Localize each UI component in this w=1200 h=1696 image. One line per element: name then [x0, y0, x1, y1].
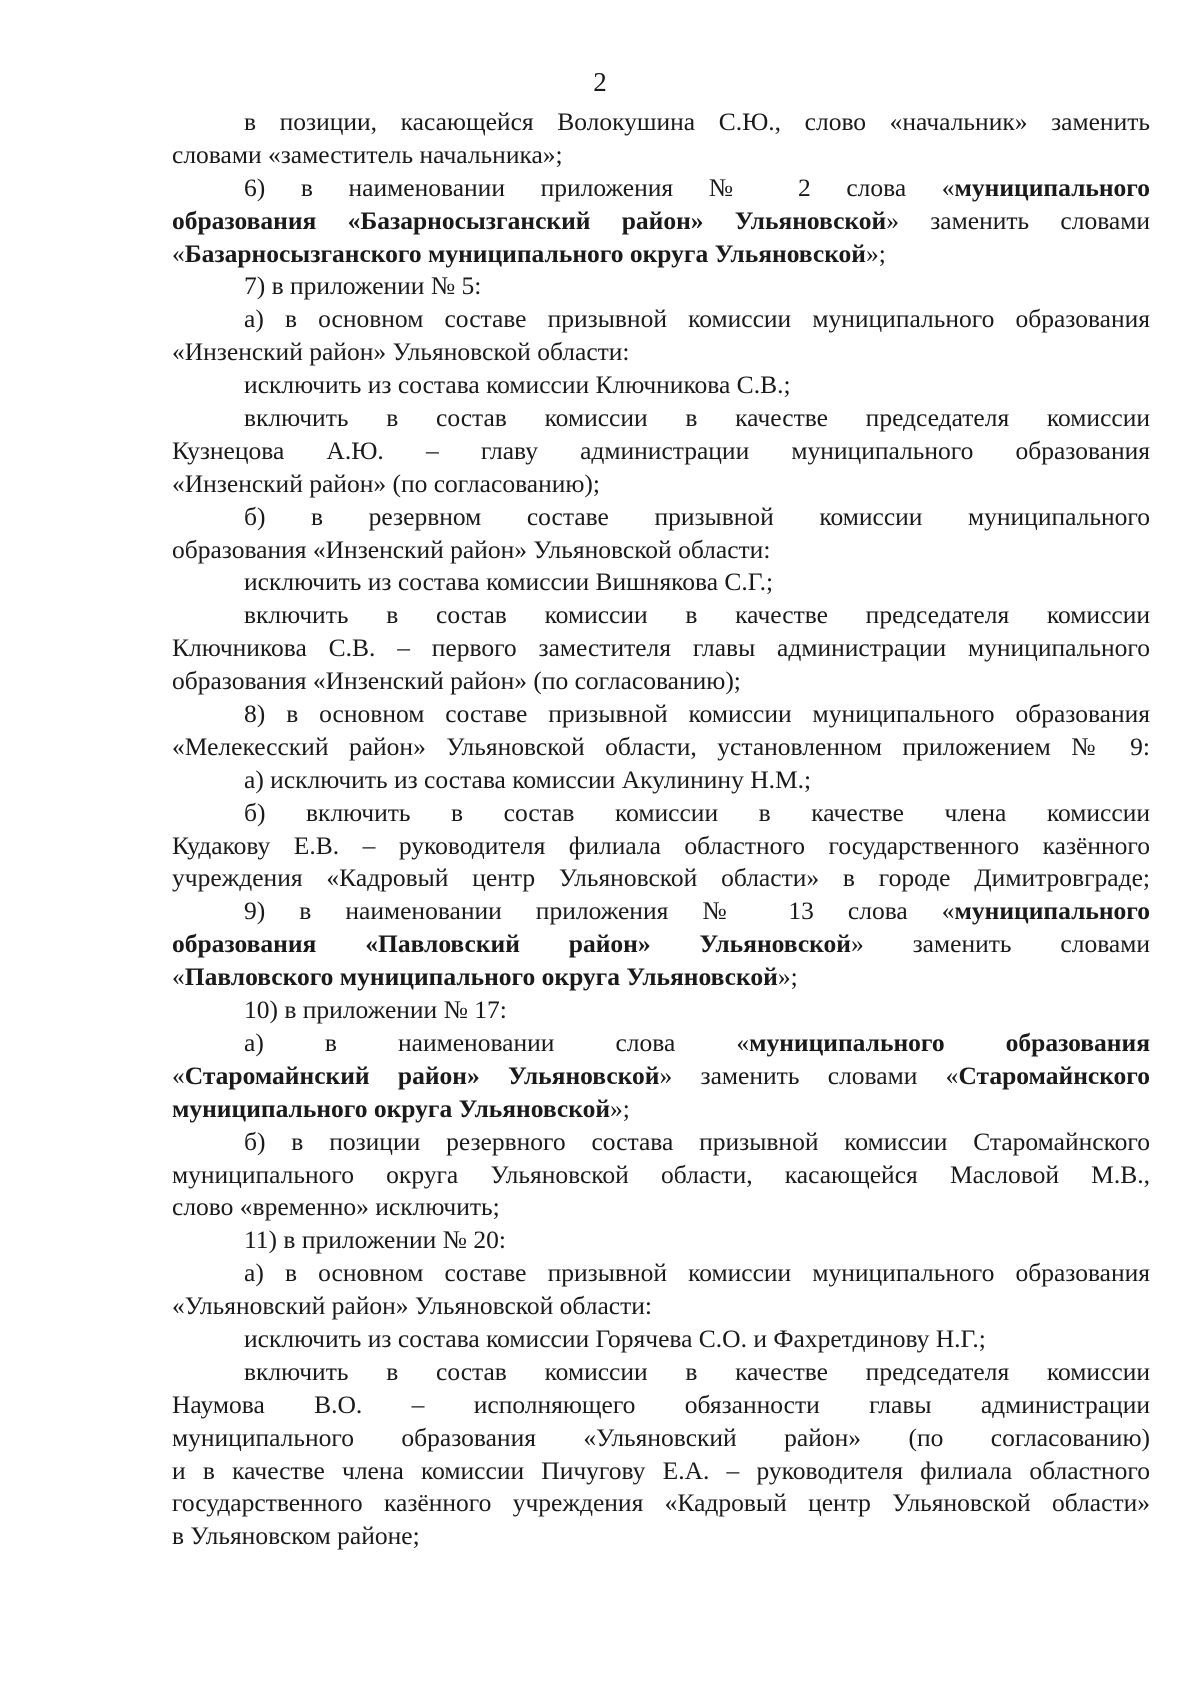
text-run: 8) в основном составе призывной комиссии муниципального образования — [244, 699, 1150, 729]
text-line — [172, 534, 1150, 567]
text-line — [172, 303, 1150, 336]
text-run: учреждения «Кадровый центр Ульяновской области» в городе Димитровграде; — [172, 863, 1150, 893]
bold-text-run: Старомайнского — [958, 1060, 1150, 1090]
text-line — [172, 698, 1150, 731]
text-run: 11) в приложении № 20: — [244, 1225, 506, 1255]
bold-text-run: муниципального — [954, 172, 1150, 202]
text-line — [172, 468, 1150, 501]
text-run: б) включить в состав комиссии в качестве члена комиссии — [244, 797, 1150, 827]
text-run: »; — [610, 1093, 630, 1123]
text-run: Ключникова С.В. – первого заместителя главы администрации муниципального — [172, 633, 1150, 663]
text-line — [172, 1093, 1150, 1126]
text-line — [172, 599, 1150, 632]
text-line — [172, 402, 1150, 435]
text-run: « — [172, 1060, 185, 1090]
text-line — [172, 336, 1150, 369]
text-run: «Ульяновский район» Ульяновской области: — [172, 1291, 652, 1321]
text-run: 7) в приложении № 5: — [244, 271, 482, 301]
text-line — [172, 1191, 1150, 1224]
text-run: »; — [866, 238, 886, 268]
text-line — [172, 928, 1150, 961]
text-line — [172, 632, 1150, 665]
text-line — [172, 1159, 1150, 1192]
text-run: образования «Инзенский район» Ульяновской области: — [172, 534, 771, 564]
text-run: «Инзенский район» Ульяновской области: — [172, 337, 630, 367]
text-run: в Ульяновском районе; — [172, 1521, 420, 1551]
text-line — [172, 1389, 1150, 1422]
text-run: муниципального округа Ульяновской области, касающейся Масловой М.В., — [172, 1159, 1150, 1189]
text-run: б) в позиции резервного состава призывной комиссии Старомайнского — [244, 1126, 1150, 1156]
text-line — [172, 1290, 1150, 1323]
text-run: а) в основном составе призывной комиссии муниципального образования — [244, 304, 1150, 334]
text-line — [172, 1257, 1150, 1290]
text-run: » заменить словами — [886, 205, 1150, 235]
text-run: а) в наименовании слова « — [244, 1027, 750, 1057]
text-run: образования «Инзенский район» (по согласованию); — [172, 666, 741, 696]
text-run: » заменить словами — [850, 929, 1150, 959]
text-line — [172, 764, 1150, 797]
bold-text-run: муниципального — [954, 896, 1150, 926]
text-run: а) исключить из состава комиссии Акулинину Н.М.; — [244, 764, 812, 794]
text-line — [172, 1224, 1150, 1257]
text-run: исключить из состава комиссии Вишнякова С.Г.; — [244, 567, 774, 597]
text-line — [172, 1323, 1150, 1356]
text-run: государственного казённого учреждения «Кадровый центр Ульяновской области» — [172, 1488, 1150, 1518]
text-run: включить в состав комиссии в качестве председателя комиссии — [244, 1356, 1150, 1386]
text-run: «Инзенский район» (по согласованию); — [172, 468, 601, 498]
text-line — [172, 961, 1150, 994]
bold-text-run: муниципального округа Ульяновской — [172, 1093, 611, 1123]
text-line — [172, 1520, 1150, 1553]
text-run: 6) в наименовании приложения № 2 слова « — [244, 172, 955, 202]
text-run: «Мелекесский район» Ульяновской области, установленном приложением № 9: — [172, 731, 1150, 761]
text-line — [172, 665, 1150, 698]
text-line — [172, 566, 1150, 599]
text-run: 9) в наименовании приложения № 13 слова « — [244, 896, 955, 926]
text-run: »; — [777, 962, 798, 992]
bold-text-run: Павловского муниципального округа Ульяновской — [184, 962, 778, 992]
text-line — [172, 797, 1150, 830]
text-line — [172, 106, 1150, 139]
text-run: муниципального образования «Ульяновский район» (по согласованию) — [172, 1422, 1150, 1452]
text-run: словами «заместитель начальника»; — [172, 139, 563, 169]
text-line — [172, 501, 1150, 534]
text-run: « — [172, 962, 185, 992]
text-run: Наумова В.О. – исполняющего обязанности главы администрации — [172, 1389, 1150, 1419]
bold-text-run: образования «Павловский район» Ульяновской — [172, 929, 851, 959]
document-body — [172, 106, 1150, 1553]
text-run: в позиции, касающейся Волокушина С.Ю., слово «начальник» заменить — [244, 107, 1150, 136]
text-line — [172, 1027, 1150, 1060]
text-run: Кузнецова А.Ю. – главу администрации муниципального образования — [172, 435, 1150, 465]
bold-text-run: Базарносызганского муниципального округа Ульяновской — [184, 238, 867, 268]
text-run: б) в резервном составе призывной комиссии муниципального — [244, 501, 1150, 531]
text-line — [172, 435, 1150, 468]
text-line — [172, 1356, 1150, 1389]
text-run: « — [172, 238, 185, 268]
bold-text-run: Старомайнский район» Ульяновской — [184, 1060, 660, 1090]
text-line — [172, 172, 1150, 205]
text-line — [172, 994, 1150, 1027]
text-line — [172, 1060, 1150, 1093]
text-run: включить в состав комиссии в качестве председателя комиссии — [244, 403, 1150, 433]
text-line — [172, 1487, 1150, 1520]
text-run: исключить из состава комиссии Ключникова С.В.; — [244, 370, 791, 400]
text-run: исключить из состава комиссии Горячева С.О. и Фахретдинову Н.Г.; — [244, 1323, 986, 1353]
text-run: и в качестве члена комиссии Пичугову Е.А. – руководителя филиала областного — [172, 1455, 1150, 1485]
page-number: 2 — [593, 67, 607, 97]
text-run: слово «временно» исключить; — [172, 1192, 500, 1222]
bold-text-run: образования «Базарносызганский район» Ульяновской — [172, 205, 887, 235]
text-line — [172, 1455, 1150, 1488]
text-run: 10) в приложении № 17: — [244, 995, 507, 1025]
text-line — [172, 1126, 1150, 1159]
text-line — [172, 139, 1150, 172]
text-line — [172, 731, 1150, 764]
text-run: » заменить словами « — [659, 1060, 959, 1090]
text-line — [172, 830, 1150, 863]
bold-text-run: муниципального образования — [749, 1027, 1150, 1057]
text-line — [172, 270, 1150, 303]
text-line — [172, 205, 1150, 238]
text-line — [172, 369, 1150, 402]
text-run: Кудакову Е.В. – руководителя филиала областного государственного казённого — [172, 830, 1150, 860]
text-line — [172, 238, 1150, 271]
text-line — [172, 862, 1150, 895]
text-run: включить в состав комиссии в качестве председателя комиссии — [244, 600, 1150, 630]
text-line — [172, 1422, 1150, 1455]
text-line — [172, 895, 1150, 928]
text-run: а) в основном составе призывной комиссии муниципального образования — [244, 1258, 1150, 1288]
